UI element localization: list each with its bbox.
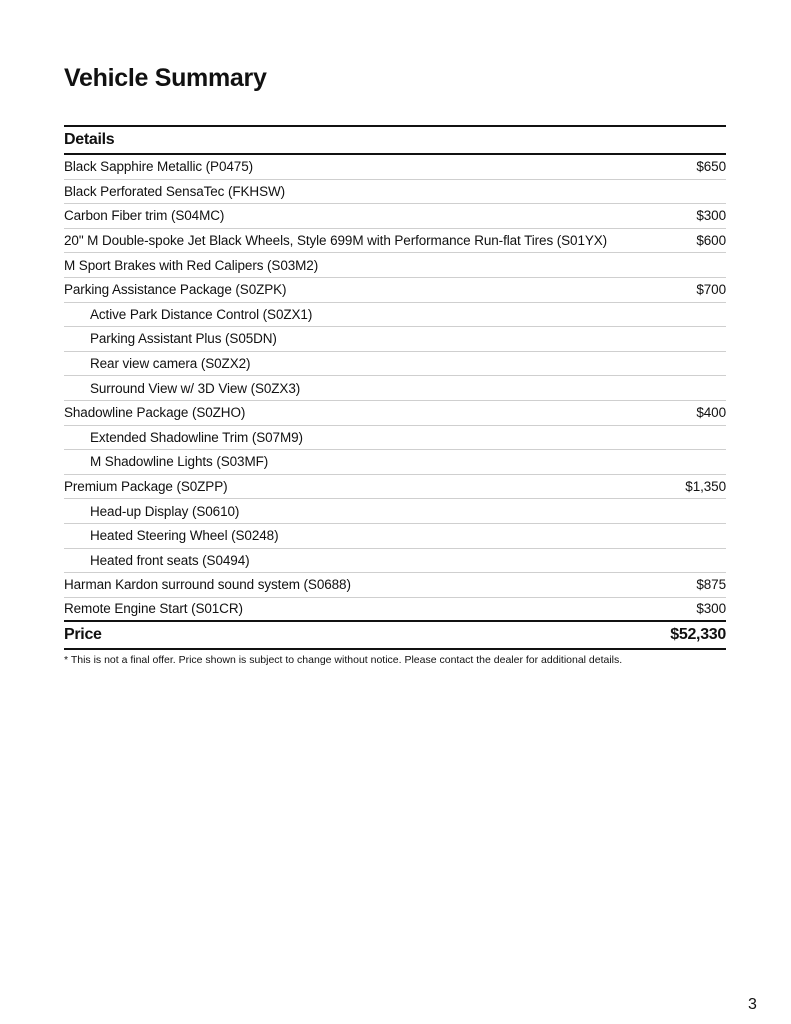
item-name: 20" M Double-spoke Jet Black Wheels, Style 699M with Performance Run-flat Tires (S01YX) [64,233,608,249]
package-subitem-row [64,524,726,549]
item-price: $700 [696,282,726,298]
item-name: Active Park Distance Control (S0ZX1) [90,306,313,322]
vehicle-summary-table [64,125,726,650]
item-name: Extended Shadowline Trim (S07M9) [90,429,303,445]
item-name: Head-up Display (S0610) [90,503,240,519]
item-name: Black Sapphire Metallic (P0475) [64,159,253,175]
item-name: Parking Assistance Package (S0ZPK) [64,282,287,298]
item-name: M Shadowline Lights (S03MF) [90,454,269,470]
package-subitem-row [64,303,726,328]
item-name: Harman Kardon surround sound system (S0688) [64,577,351,593]
line-item-row [64,278,726,303]
line-item-row [64,401,726,426]
total-price: $52,330 [670,626,726,644]
page-number: 3 [748,996,757,1013]
line-item-row [64,475,726,500]
line-item-row [64,204,726,229]
total-label: Price [64,626,102,644]
item-name: Black Perforated SensaTec (FKHSW) [64,183,286,199]
item-name: Heated front seats (S0494) [90,552,250,568]
item-name: Premium Package (S0ZPP) [64,479,228,495]
item-name: Rear view camera (S0ZX2) [90,356,251,372]
line-item-row [64,598,726,623]
package-subitem-row [64,499,726,524]
item-name: Parking Assistant Plus (S05DN) [90,331,277,347]
line-items [64,155,726,622]
line-item-row [64,573,726,598]
details-header-row [64,127,726,155]
item-price: $400 [696,405,726,421]
item-price: $650 [696,159,726,175]
item-price: $300 [696,601,726,617]
item-price: $875 [696,577,726,593]
package-subitem-row [64,376,726,401]
item-name: M Sport Brakes with Red Calipers (S03M2) [64,257,319,273]
package-subitem-row [64,549,726,574]
item-name: Heated Steering Wheel (S0248) [90,528,279,544]
package-subitem-row [64,352,726,377]
line-item-row [64,180,726,205]
item-name: Surround View w/ 3D View (S0ZX3) [90,380,301,396]
page-title: Vehicle Summary [64,64,267,92]
item-name: Shadowline Package (S0ZHO) [64,405,246,421]
details-header: Details [64,131,115,148]
package-subitem-row [64,327,726,352]
line-item-row [64,155,726,180]
package-subitem-row [64,426,726,451]
package-subitem-row [64,450,726,475]
total-row [64,622,726,650]
line-item-row [64,253,726,278]
line-item-row [64,229,726,254]
item-name: Carbon Fiber trim (S04MC) [64,208,225,224]
item-price: $600 [696,233,726,249]
item-name: Remote Engine Start (S01CR) [64,601,243,617]
item-price: $300 [696,208,726,224]
disclaimer-note: * This is not a final offer. Price shown is subject to change without notice. Please contact the dealer for additional details. [64,654,623,666]
item-price: $1,350 [685,479,726,495]
